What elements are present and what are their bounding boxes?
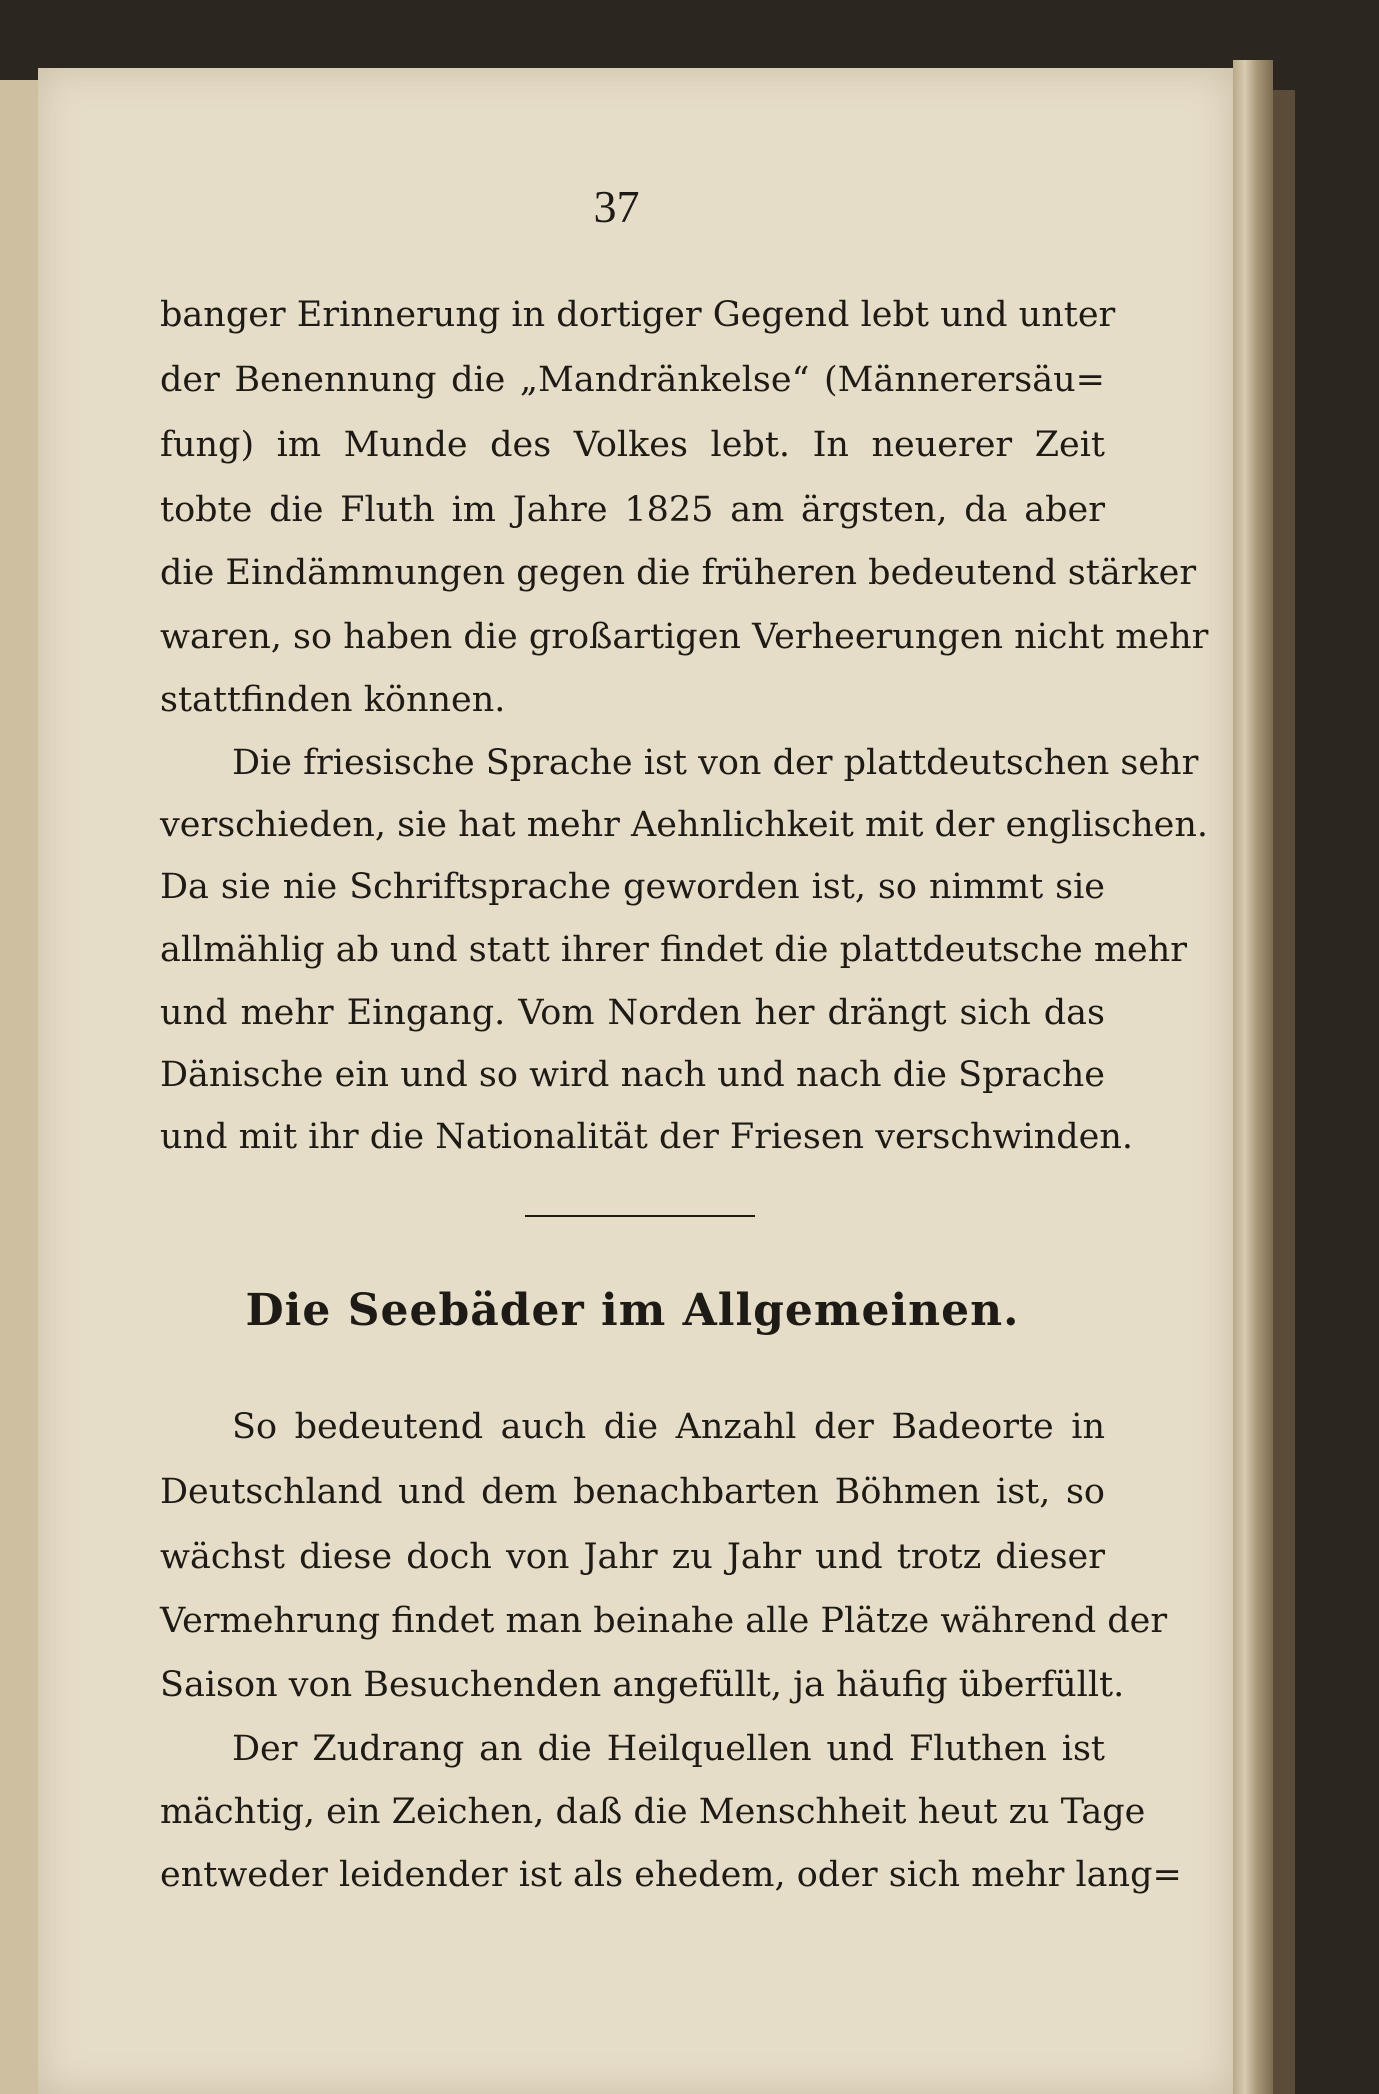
text-line: Dänische ein und so wird nach und nach die Sprache bbox=[160, 1055, 1105, 1095]
text-line: die Eindämmungen gegen die früheren bedeutend stärker bbox=[160, 553, 1197, 593]
book-cover-edge bbox=[1273, 90, 1295, 2094]
text-line: wächst diese doch von Jahr zu Jahr und trotz dieser bbox=[160, 1537, 1105, 1577]
text-line: fung) im Munde des Volkes lebt. In neuerer Zeit bbox=[160, 425, 1105, 465]
text-line: und mit ihr die Nationalität der Friesen verschwinden. bbox=[160, 1117, 1133, 1157]
text-line: der Benennung die „Mandränkelse“ (Männerersäu= bbox=[160, 360, 1105, 400]
text-line: Deutschland und dem benachbarten Böhmen ist, so bbox=[160, 1472, 1105, 1512]
text-line: Da sie nie Schriftsprache geworden ist, so nimmt sie bbox=[160, 867, 1105, 907]
text-line: und mehr Eingang. Vom Norden her drängt sich das bbox=[160, 993, 1105, 1033]
text-line: banger Erinnerung in dortiger Gegend lebt und unter bbox=[160, 295, 1116, 335]
text-line: Die friesische Sprache ist von der plattdeutschen sehr bbox=[232, 743, 1199, 783]
section-heading: Die Seebäder im Allgemeinen. bbox=[245, 1285, 1020, 1336]
text-line: stattfinden können. bbox=[160, 680, 506, 720]
text-line: allmählig ab und statt ihrer findet die plattdeutsche mehr bbox=[160, 930, 1188, 970]
text-line: Der Zudrang an die Heilquellen und Fluthen ist bbox=[232, 1729, 1105, 1769]
page-stack-edge bbox=[1233, 60, 1273, 2094]
text-line: waren, so haben die großartigen Verheerungen nicht mehr bbox=[160, 617, 1209, 657]
text-line: verschieden, sie hat mehr Aehnlichkeit mit der englischen. bbox=[160, 805, 1209, 845]
text-line: Vermehrung findet man beinahe alle Plätze während der bbox=[160, 1601, 1168, 1641]
text-line: Saison von Besuchenden angefüllt, ja häufig überfüllt. bbox=[160, 1665, 1125, 1705]
text-line: mächtig, ein Zeichen, daß die Menschheit heut zu Tage bbox=[160, 1792, 1146, 1832]
text-line: tobte die Fluth im Jahre 1825 am ärgsten, da aber bbox=[160, 490, 1105, 530]
text-line: So bedeutend auch die Anzahl der Badeorte in bbox=[232, 1407, 1105, 1447]
text-line: entweder leidender ist als ehedem, oder sich mehr lang= bbox=[160, 1855, 1182, 1895]
page-number: 37 bbox=[593, 181, 640, 232]
left-page-edge bbox=[0, 80, 41, 2094]
section-divider bbox=[525, 1215, 755, 1217]
